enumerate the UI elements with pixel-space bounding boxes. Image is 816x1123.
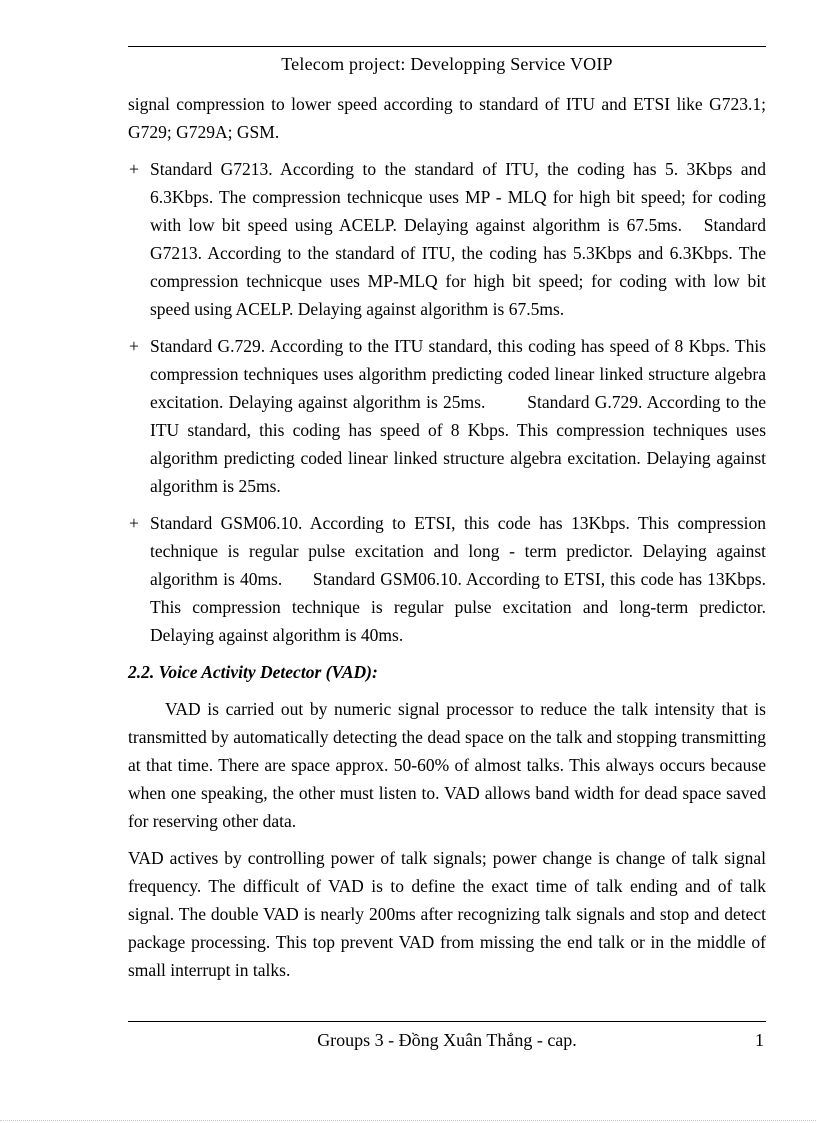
bullet-item-g729 (128, 332, 766, 500)
paragraph-intro: signal compression to lower speed according to standard of ITU and ETSI like G723.1; G729; G729A; GSM. (128, 94, 766, 142)
footer-text: Groups 3 - Đồng Xuân Thắng - cap. (317, 1030, 577, 1050)
bullet-text: Standard G7213. According to the standard of ITU, the coding has 5. 3Kbps and 6.3Kbps. The compression technicque uses MP - MLQ for high bit speed; for coding with low bit speed using ACELP. Delaying against algorithm is 67.5ms. Standard G7213. According to the standard of ITU, the coding has 5.3Kbps and 6.3Kbps. The compression technicque uses MP-MLQ for high bit speed; for coding with low bit speed using ACELP. Delaying against algorithm is 67.5ms. (150, 159, 766, 319)
paragraph-vad-1: VAD is carried out by numeric signal processor to reduce the talk intensity that is transmitted by automatically detecting the dead space on the talk and stopping transmitting at that time. There are space approx. 50-60% of almost talks. This always occurs because when one speaking, the other must listen to. VAD allows band width for dead space saved for reserving other data. (128, 699, 766, 831)
section-heading-vad: 2.2. Voice Activity Detector (VAD): (128, 662, 378, 682)
bullet-item-gsm0610 (128, 509, 766, 649)
bullet-marker: + (129, 513, 139, 533)
page-footer (128, 1021, 766, 1054)
bullet-marker: + (129, 336, 139, 356)
page-bottom-edge (0, 1120, 816, 1121)
page-header (128, 46, 766, 78)
page-number: 1 (755, 1030, 764, 1050)
bullet-text: Standard G.729. According to the ITU standard, this coding has speed of 8 Kbps. This compression techniques uses algorithm predicting coded linear linked structure algebra excitation. Delaying against algorithm is 25ms. Standard G.729. According to the ITU standard, this coding has speed of 8 Kbps. This compression techniques uses algorithm predicting coded linear linked structure algebra excitation. Delaying against algorithm is 25ms. (150, 336, 766, 496)
header-title: Telecom project: Developping Service VOIP (281, 54, 613, 74)
paragraph-vad-2: VAD actives by controlling power of talk signals; power change is change of talk signal frequency. The difficult of VAD is to define the exact time of talk ending and of talk signal. The double VAD is nearly 200ms after recognizing talk signals and stop and detect package processing. This top prevent VAD from missing the end talk or in the middle of small interrupt in talks. (128, 848, 766, 980)
bullet-text: Standard GSM06.10. According to ETSI, this code has 13Kbps. This compression technique is regular pulse excitation and long - term predictor. Delaying against algorithm is 40ms. Standard GSM06.10. According to ETSI, this code has 13Kbps. This compression technique is regular pulse excitation and long-term predictor. Delaying against algorithm is 40ms. (150, 513, 766, 645)
bullet-marker: + (129, 159, 139, 179)
bullet-item-g7213 (128, 155, 766, 323)
